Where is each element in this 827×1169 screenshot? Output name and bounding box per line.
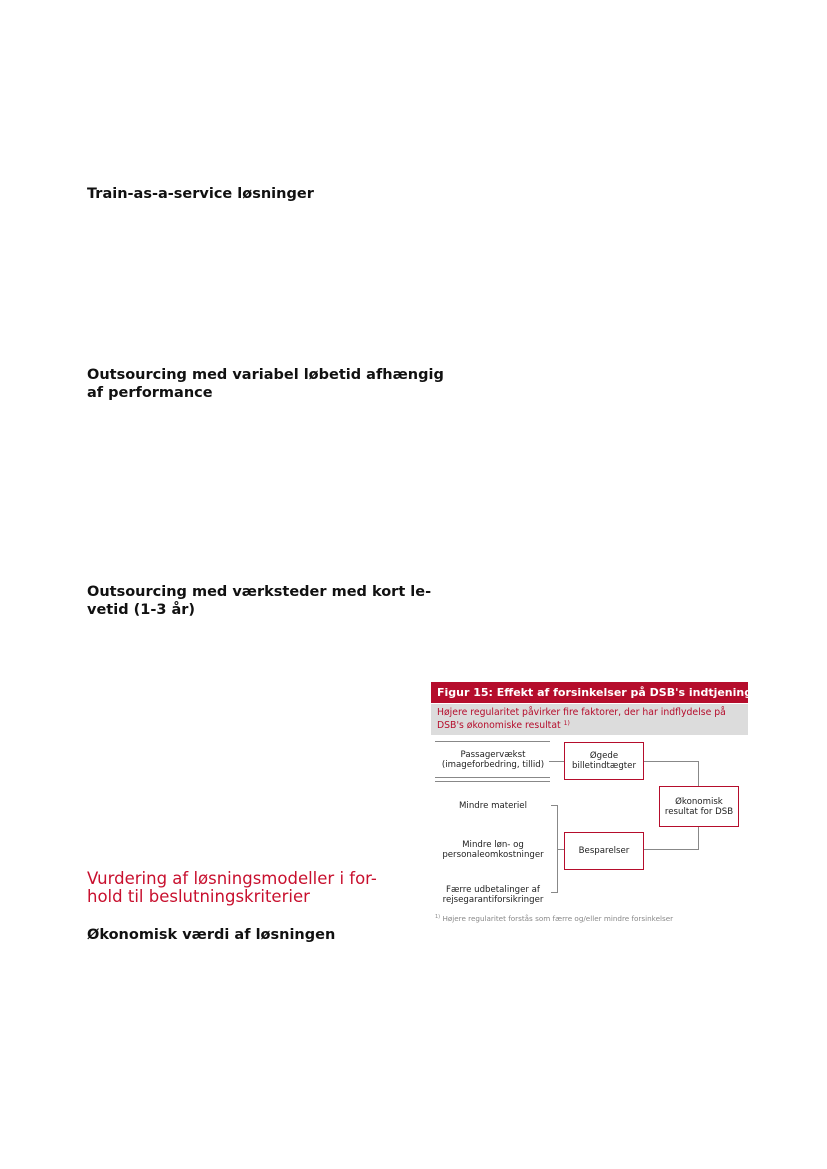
heading-outsourcing-variable: [87, 366, 444, 402]
heading-line-2: af performance: [87, 385, 213, 401]
factor-line: Passagervækst: [460, 750, 526, 760]
heading-line-1: Outsourcing med værksteder med kort le-: [87, 584, 432, 600]
factor-line: Færre udbetalinger af: [446, 885, 540, 895]
footnote-sup: 1): [435, 914, 441, 920]
factor-less-wages: [433, 840, 553, 860]
heading-line-1: Outsourcing med variabel løbetid afhængig: [87, 367, 444, 383]
box-line: Besparelser: [578, 846, 630, 856]
factor-line: Mindre materiel: [459, 801, 527, 811]
heading-outsourcing-short: [87, 583, 431, 619]
section-title-line-1: Vurdering af løsningsmodeller i for-: [87, 869, 377, 888]
factor-passenger-growth: [433, 750, 553, 770]
figure-subtitle-text: Højere regularitet påvirker fire faktorer, der har indflydelse på DSB's økonomiske resultat: [437, 707, 726, 731]
factor-fewer-payouts: [433, 885, 553, 905]
box-line: Øgede: [589, 751, 619, 761]
box-economic-result: [659, 786, 739, 827]
box-increased-revenue: [564, 742, 644, 780]
factor-line: personaleomkostninger: [442, 850, 544, 860]
box-line: resultat for DSB: [664, 806, 734, 817]
section-title-line-2: hold til beslutningskriterier: [87, 887, 310, 906]
connector-revenue-result: [644, 762, 699, 787]
footnote-text: Højere regularitet forstås som færre og/eller mindre forsinkelser: [442, 914, 674, 923]
factor-line: rejsegarantiforsikringer: [442, 895, 544, 905]
connector-savings-result: [644, 827, 699, 850]
box-line: billetindtægter: [571, 761, 637, 771]
section-title: [87, 870, 377, 906]
figure-subtitle-sup: 1): [563, 719, 570, 727]
box-savings: [564, 832, 644, 870]
heading-line-2: vetid (1-3 år): [87, 602, 196, 618]
figure-15: [431, 682, 753, 930]
figure-footnote: [435, 914, 673, 923]
figure-title: Figur 15: Effekt af forsinkelser på DSB's indtjening: [431, 682, 748, 703]
factor-less-material: [433, 801, 553, 811]
heading-economic-value: Økonomisk værdi af løsningen: [87, 927, 336, 943]
factor-line: Mindre løn- og: [462, 840, 524, 850]
box-line: Økonomisk: [675, 796, 723, 807]
factor-line: (imageforbedring, tillid): [441, 760, 545, 770]
heading-train-as-a-service: Train-as-a-service løsninger: [87, 186, 314, 202]
